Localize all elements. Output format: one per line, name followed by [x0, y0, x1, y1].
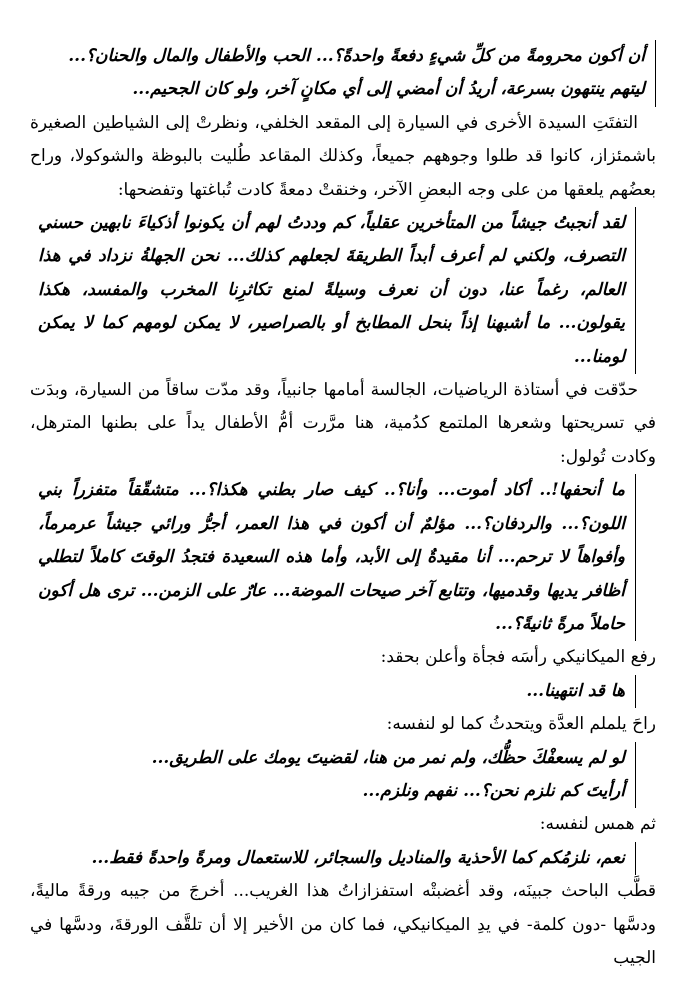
quote-block [38, 40, 656, 107]
quote-block: نعم، نلزمُكم كما الأحذية والمناديل والسجائر، للاستعمال ومرةً واحدةً فقط... [38, 842, 636, 875]
quote-line: أن أكون محرومةً من كلِّ شيءٍ دفعةً واحدةً؟... الحب والأطفال والمال والحنان؟... [68, 46, 645, 66]
quote-block: لقد أنجبتُ جيشاً من المتأخرين عقلياً، كم وددتُ لهم أن يكونوا أذكياءَ نابهين حسني التصرف، ولكني لم أعرف أبداً الطريقةَ لجعلهم كذلك... نحن الجهلةُ نزداد في هذا العالم، رغماً عنا، دون أن نعرف وسيلةً لمنع تكاثرِنا المخرب والمفسد، هكذا يقولون... ما أشبهنا إذاً بنحل المطابخ أو بالصراصير، لا يمكن لومهم كما لا يمكن لومنا... [38, 207, 636, 374]
narrative-paragraph: ثم همس لنفسه: [539, 814, 656, 835]
quote-line: ليتهم ينتهون بسرعة، أريدُ أن أمضي إلى أي مكانٍ آخر، ولو كان الجحيم... [132, 79, 645, 100]
narrative-paragraph: التفتَتِ السيدة الأخرى في السيارة إلى المقعد الخلفي، ونظرتْ إلى الشياطين الصغيرة باشمئزاز، كانوا قد طلوا وجوههم جميعاً، وكذلك المقاعد طُليت بالبوظة والشوكولا، وراح بعضُهم يلعقها من على وجه البعضِ الآخر، وخنقتْ دمعةً كادت تُباغتها وتفضحها: [30, 112, 656, 200]
quote-line: أرأيتَ كم نلزم نحن؟... نفهم ونلزم... [362, 780, 625, 801]
narrative-paragraph: راحَ يلملم العدَّة ويتحدثُ كما لو لنفسه: [386, 714, 656, 735]
narrative-paragraph: قطَّب الباحث جبينَه، وقد أغضبتْه استفزازاتُ هذا الغريب... أخرجَ من جيبه ورقةً ماليةً، ودسَّها -دون كلمة- في يدِ الميكانيكي، فما كان من الأخير إلا أن تلقَّف الورقةَ، ودسَّها في الجيب [30, 881, 656, 968]
quote-block: ها قد انتهينا... [38, 675, 636, 708]
quote-block: ما أنحفها!.. أكاد أموت... وأنا؟.. كيف صار بطني هكذا؟... متشقّقاً متفزراً بني اللون؟... والردفان؟... مؤلمٌ أن أكون في هذا العمر، أجرُّ ورائي جيشاً عرمرماً، وأفواهاً لا ترحم... أنا مقيدةٌ إلى الأبد، وأما هذه السعيدة فتجدُ الوقتَ كاملاً لتطلي أظافر يديها وقدميها، وتتابع آخر صيحات الموضة... عارٌ على الزمن... ترى هل أكون حاملاً مرةً ثانيةً؟... [38, 474, 636, 641]
narrative-paragraph: رفع الميكانيكي رأسَه فجأة وأعلن بحقد: [380, 647, 656, 668]
quote-block [38, 742, 636, 809]
quote-line: لو لم يسعفْكَ حظُّك، ولم نمر من هنا، لقضيتَ يومك على الطريق... [151, 747, 625, 768]
narrative-paragraph: حدّقت في أستاذة الرياضيات، الجالسة أمامها جانبياً، وقد مدّت ساقاً من السيارة، وبدَت في تسريحتها وشعرها الملتمع كدُمية، هنا مرَّرت أمُّ الأطفال يداً على بطنها المترهل، وكادت تُولول: [30, 380, 656, 467]
book-page [30, 40, 656, 975]
